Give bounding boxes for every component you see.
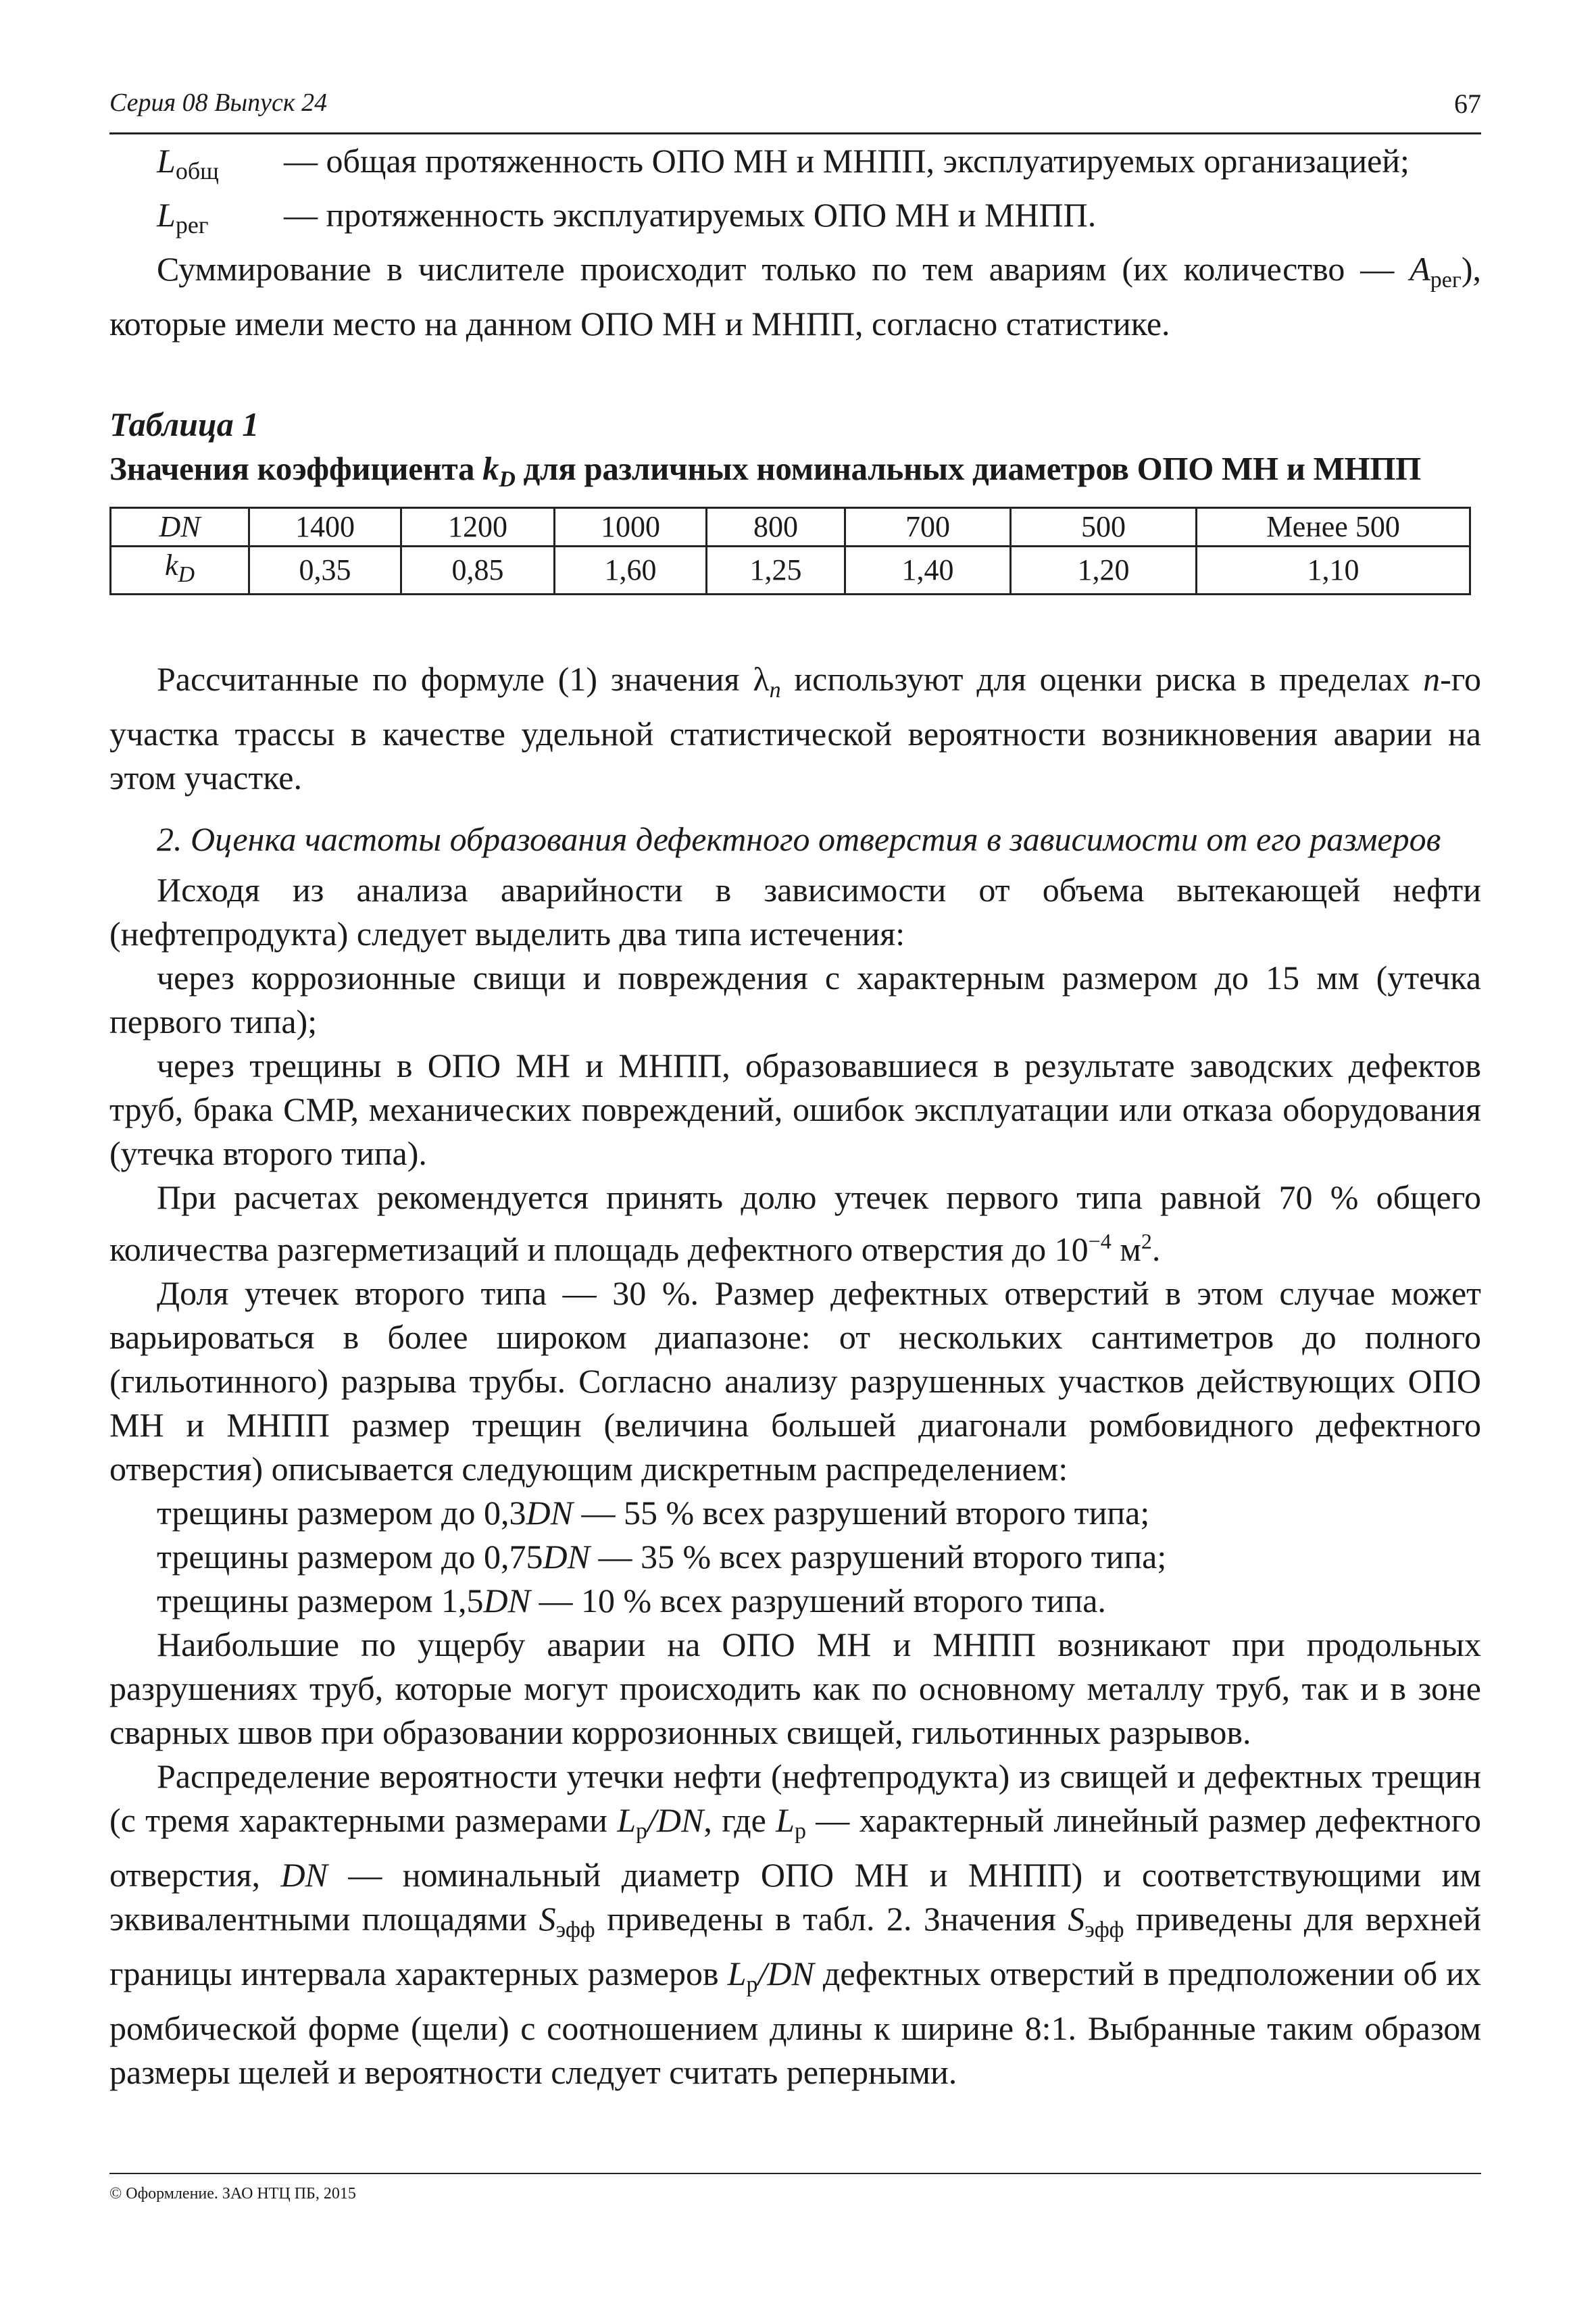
table-cell: 1,10 — [1197, 547, 1470, 595]
paragraph-distribution: Распределение вероятности утечки нефти (нефтепродукта) из свищей и дефектных трещин (с тремя характерными размерами $L_р/DN$, где $L_р$ — характерный линейный размер дефектного отверстия, DN — номинальный диаметр ОПО МН и МНПП) и соответствующими им эквивалентными площадями $S_{эфф}$ приведены в табл. 2. Значения $S_{эфф}$ приведены для верхней границы интервала характерных размеров $L_р/DN$ дефектных отверстий в предположении об их ромбической форме (щели) с соотношением длины к ширине 8:1. Выбранные таким образом размеры щелей и вероятности следует считать реперными. — [109, 1757, 1482, 2091]
coefficient-table — [109, 507, 1471, 595]
table-row-coefficients — [111, 547, 1470, 595]
paragraph-lambda: Рассчитанные по формуле (1) значения $\lambda_n$ используют для оценки риска в пределах n-го участка трассы в качестве удельной статистической вероятности возникновения аварии на этом участке. — [109, 660, 1481, 797]
row-label-kd: $k_D$ — [111, 547, 249, 595]
legend-item-l-total — [109, 139, 1481, 193]
paragraph-type1: через коррозионные свищи и повреждения с характерным размером до 15 мм (утечка первого типа); — [109, 959, 1481, 1040]
legend-text: — протяженность эксплуатируемых ОПО МН и МНПП. — [284, 196, 1097, 234]
paragraph-type2: через трещины в ОПО МН и МНПП, образовавшиеся в результате заводских дефектов труб, брака СМР, механических повреждений, ошибок эксплуатации или отказа оборудования (утечка второго типа). — [109, 1047, 1481, 1172]
table-cell: 0,85 — [401, 547, 555, 595]
list-item-crack: трещины размером до 0,75DN — 35 % всех разрушений второго типа; — [157, 1538, 1167, 1576]
paragraph-outflow: Исходя из анализа аварийности в зависимости от объема вытекающей нефти (нефтепродукта) следует выделить два типа истечения: — [109, 871, 1481, 953]
table-cell: 1000 — [555, 508, 707, 547]
table-cell: 1,40 — [845, 547, 1011, 595]
table-cell: 1,20 — [1011, 547, 1197, 595]
table-cell: 800 — [707, 508, 845, 547]
paragraph-damage: Наибольшие по ущербу аварии на ОПО МН и МНПП возникают при продольных разрушениях труб, которые могут происходить как по основному металлу труб, так и в зоне сварных швов при образовании коррозионных свищей, гильотинных разрывов. — [109, 1626, 1481, 1751]
symbol-l-reg: $L_{рег}$ — [157, 196, 209, 238]
document-page — [109, 0, 1481, 2314]
paragraph-second-type-share: Доля утечек второго типа — 30 %. Размер дефектных отверстий в этом случае может варьироваться в более широком диапазоне: от нескольких сантиметров до полного (гильотинного) разрыва трубы. Согласно анализу разрушенных участков действующих ОПО МН и МНПП размер трещин (величина большей диагонали ромбовидного дефектного отверстия) описывается следующим дискретным распределением: — [109, 1274, 1481, 1488]
page-body — [109, 139, 1481, 2094]
row-label-dn: DN — [111, 508, 249, 547]
table-cell: 1200 — [401, 508, 555, 547]
table-cell: 1,25 — [707, 547, 845, 595]
legend-item-l-reg — [109, 193, 1481, 247]
table-cell: 1400 — [249, 508, 401, 547]
series-title: Серия 08 Выпуск 24 — [109, 89, 328, 117]
paragraph-summation: Суммирование в числителе происходит только по тем авариям (их количество — $A_{рег}$), которые имели место на данном ОПО МН и МНПП, согласно статистике. — [109, 250, 1481, 343]
table-cell: 0,35 — [249, 547, 401, 595]
paragraph-calculation: При расчетах рекомендуется принять долю утечек первого типа равной 70 % общего количества разгерметизаций и площадь дефектного отверстия до $10^{-4}$ $м^2$. — [109, 1178, 1481, 1268]
symbol-l-total: $L_{общ}$ — [157, 142, 219, 184]
list-item-crack: трещины размером 1,5DN — 10 % всех разрушений второго типа. — [157, 1582, 1106, 1619]
table-cell: 500 — [1011, 508, 1197, 547]
table-cell: 1,60 — [555, 547, 707, 595]
table-cell: Менее 500 — [1197, 508, 1470, 547]
list-item-crack: трещины размером до 0,3DN — 55 % всех разрушений второго типа; — [157, 1494, 1150, 1532]
table-caption: Таблица 1 — [109, 405, 259, 443]
running-header — [109, 88, 1481, 134]
footer-copyright: © Оформление. ЗАО НТЦ ПБ, 2015 — [109, 2173, 1481, 2203]
table-row-diameters — [111, 508, 1470, 547]
table-title: Значения коэффициента $k_D$ для различных номинальных диаметров ОПО МН и МНПП — [109, 450, 1421, 492]
table-cell: 700 — [845, 508, 1011, 547]
section-heading-2: 2. Оценка частоты образования дефектного отверстия в зависимости от его размеров — [157, 820, 1441, 858]
legend-text: — общая протяженность ОПО МН и МНПП, эксплуатируемых организацией; — [284, 142, 1410, 180]
page-number: 67 — [1454, 89, 1481, 119]
